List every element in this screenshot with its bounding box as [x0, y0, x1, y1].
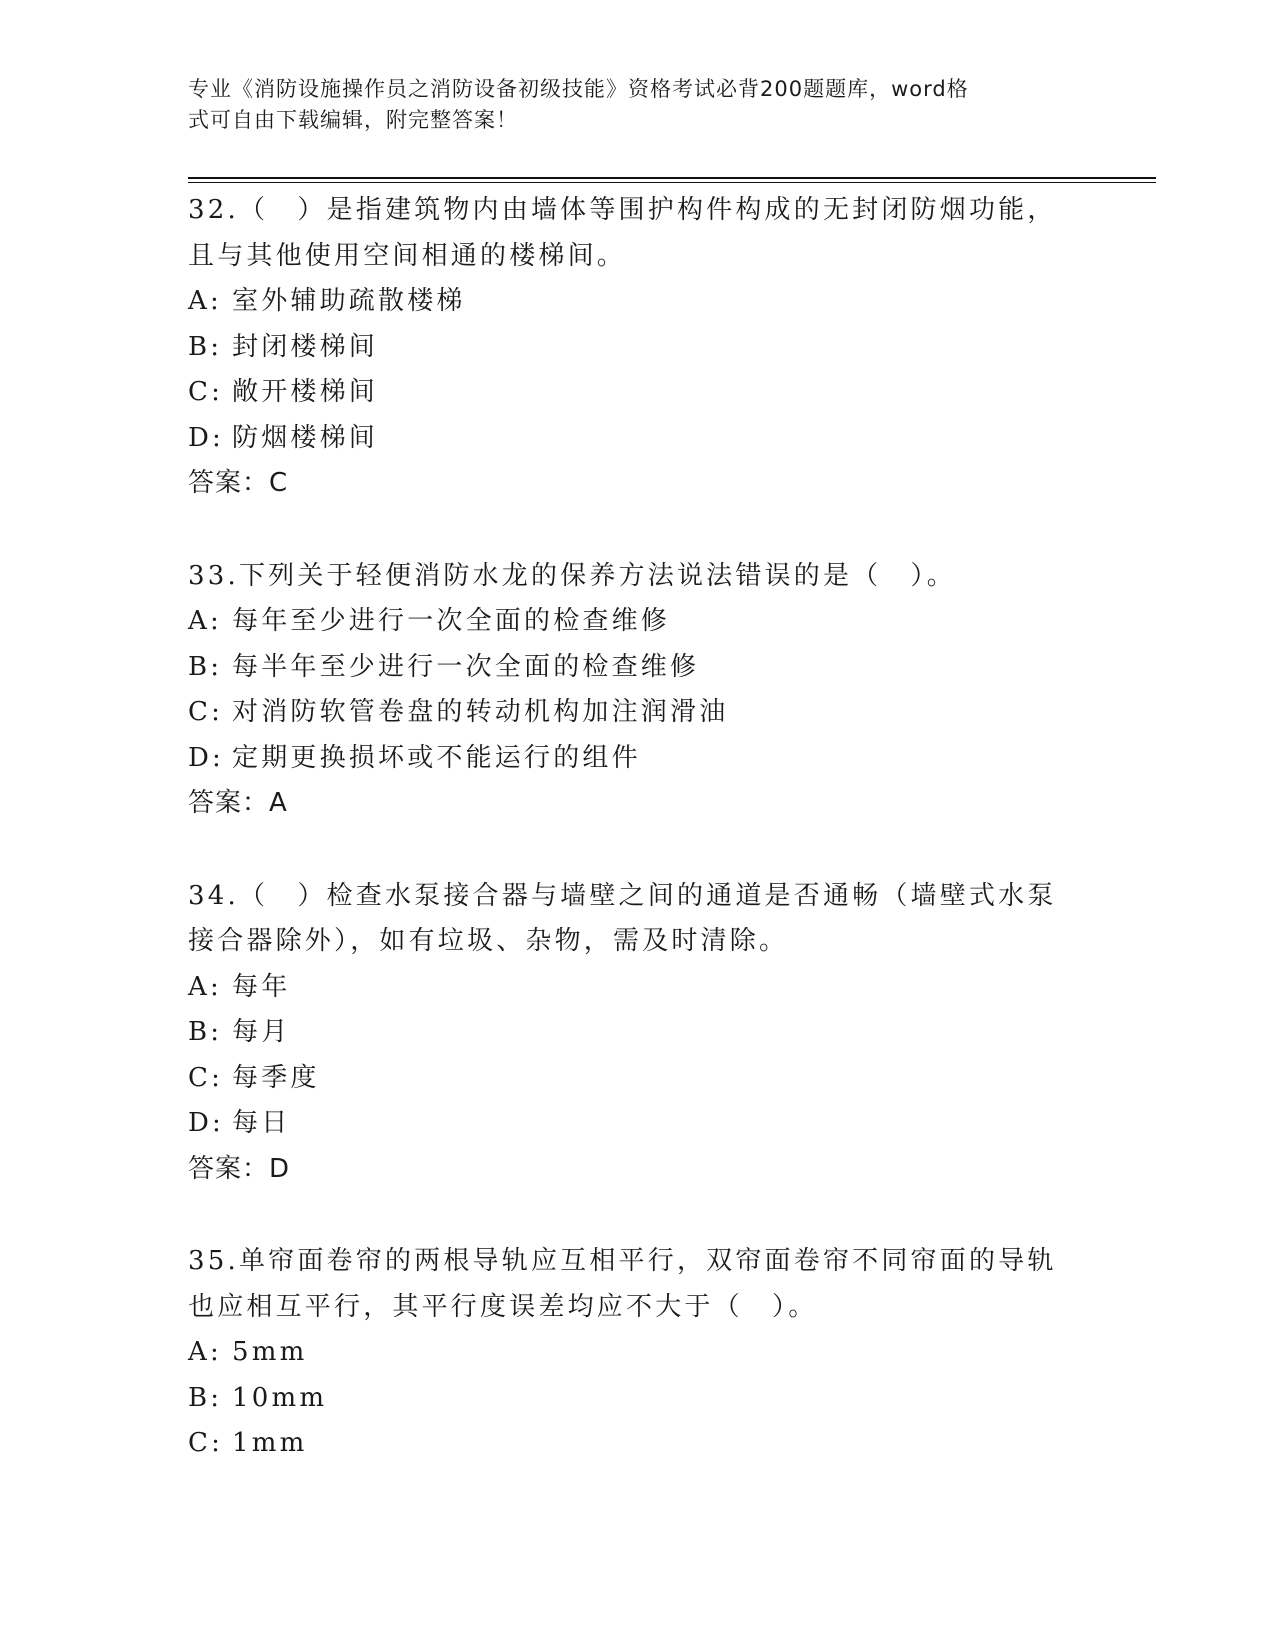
- question-32: [188, 188, 1088, 507]
- option-letter: D:: [188, 422, 225, 453]
- option-letter: D:: [188, 742, 225, 773]
- option-text: 1mm: [232, 1428, 308, 1458]
- header-divider-thin: [188, 182, 1156, 183]
- option-text: 每半年至少进行一次全面的检查维修: [232, 651, 700, 682]
- option-c: [188, 370, 1088, 416]
- option-letter: A:: [188, 606, 222, 636]
- option-c: [188, 1421, 1088, 1467]
- option-text: 室外辅助疏散楼梯: [232, 286, 466, 316]
- option-letter: D:: [188, 1108, 225, 1138]
- document-header: [188, 74, 1068, 136]
- option-letter: C:: [188, 377, 224, 407]
- option-text: 每年至少进行一次全面的检查维修: [232, 606, 671, 636]
- option-d: [188, 736, 1088, 782]
- option-text: 每季度: [232, 1062, 320, 1093]
- question-33: [188, 554, 1088, 827]
- option-c: [188, 1056, 1088, 1102]
- question-list: [188, 188, 1088, 1514]
- option-b: [188, 1376, 1088, 1422]
- answer-line: 答案：A: [188, 788, 288, 818]
- option-text: 每月: [232, 1017, 291, 1047]
- option-text: 防烟楼梯间: [232, 422, 379, 453]
- header-divider-thick: [188, 177, 1156, 179]
- option-text: 每年: [232, 971, 291, 1002]
- option-letter: C:: [188, 1428, 224, 1458]
- option-text: 敞开楼梯间: [232, 377, 379, 407]
- option-text: 每日: [232, 1108, 291, 1138]
- question-34: [188, 874, 1088, 1193]
- option-letter: B:: [188, 1017, 223, 1047]
- option-d: [188, 416, 1088, 462]
- option-text: 对消防软管卷盘的转动机构加注润滑油: [232, 697, 729, 727]
- option-c: [188, 690, 1088, 736]
- option-letter: A:: [188, 971, 222, 1002]
- option-d: [188, 1101, 1088, 1147]
- question-stem: 34.（ ）检查水泵接合器与墙壁之间的通道是否通畅（墙壁式水泵接合器除外），如有垃圾、杂物，需及时清除。: [188, 880, 1057, 956]
- option-a: [188, 1330, 1088, 1376]
- option-letter: A:: [188, 286, 222, 316]
- header-line-2: 式可自由下载编辑，附完整答案！: [188, 108, 518, 132]
- question-stem: 33.下列关于轻便消防水龙的保养方法说法错误的是（ ）。: [188, 560, 956, 591]
- header-line-1: 专业《消防设施操作员之消防设备初级技能》资格考试必背200题题库，word格: [188, 77, 969, 101]
- option-letter: B:: [188, 651, 223, 682]
- option-a: [188, 279, 1088, 325]
- option-b: [188, 645, 1088, 691]
- option-text: 定期更换损坏或不能运行的组件: [232, 742, 641, 773]
- option-letter: C:: [188, 1062, 224, 1093]
- option-text: 10mm: [232, 1382, 328, 1413]
- question-35: [188, 1239, 1088, 1467]
- question-stem: 35.单帘面卷帘的两根导轨应互相平行，双帘面卷帘不同帘面的导轨也应相互平行，其平行度误差均应不大于（ ）。: [188, 1246, 1057, 1322]
- option-letter: C:: [188, 697, 224, 727]
- option-b: [188, 1010, 1088, 1056]
- option-letter: A:: [188, 1337, 222, 1367]
- option-a: [188, 599, 1088, 645]
- answer-line: 答案：D: [188, 1153, 291, 1184]
- question-stem: 32.（ ）是指建筑物内由墙体等围护构件构成的无封闭防烟功能，且与其他使用空间相通的楼梯间。: [188, 195, 1057, 271]
- option-b: [188, 325, 1088, 371]
- option-letter: B:: [188, 1382, 223, 1413]
- option-text: 5mm: [232, 1337, 308, 1367]
- answer-line: 答案：C: [188, 468, 289, 498]
- option-text: 封闭楼梯间: [232, 331, 379, 362]
- option-a: [188, 965, 1088, 1011]
- option-letter: B:: [188, 331, 223, 362]
